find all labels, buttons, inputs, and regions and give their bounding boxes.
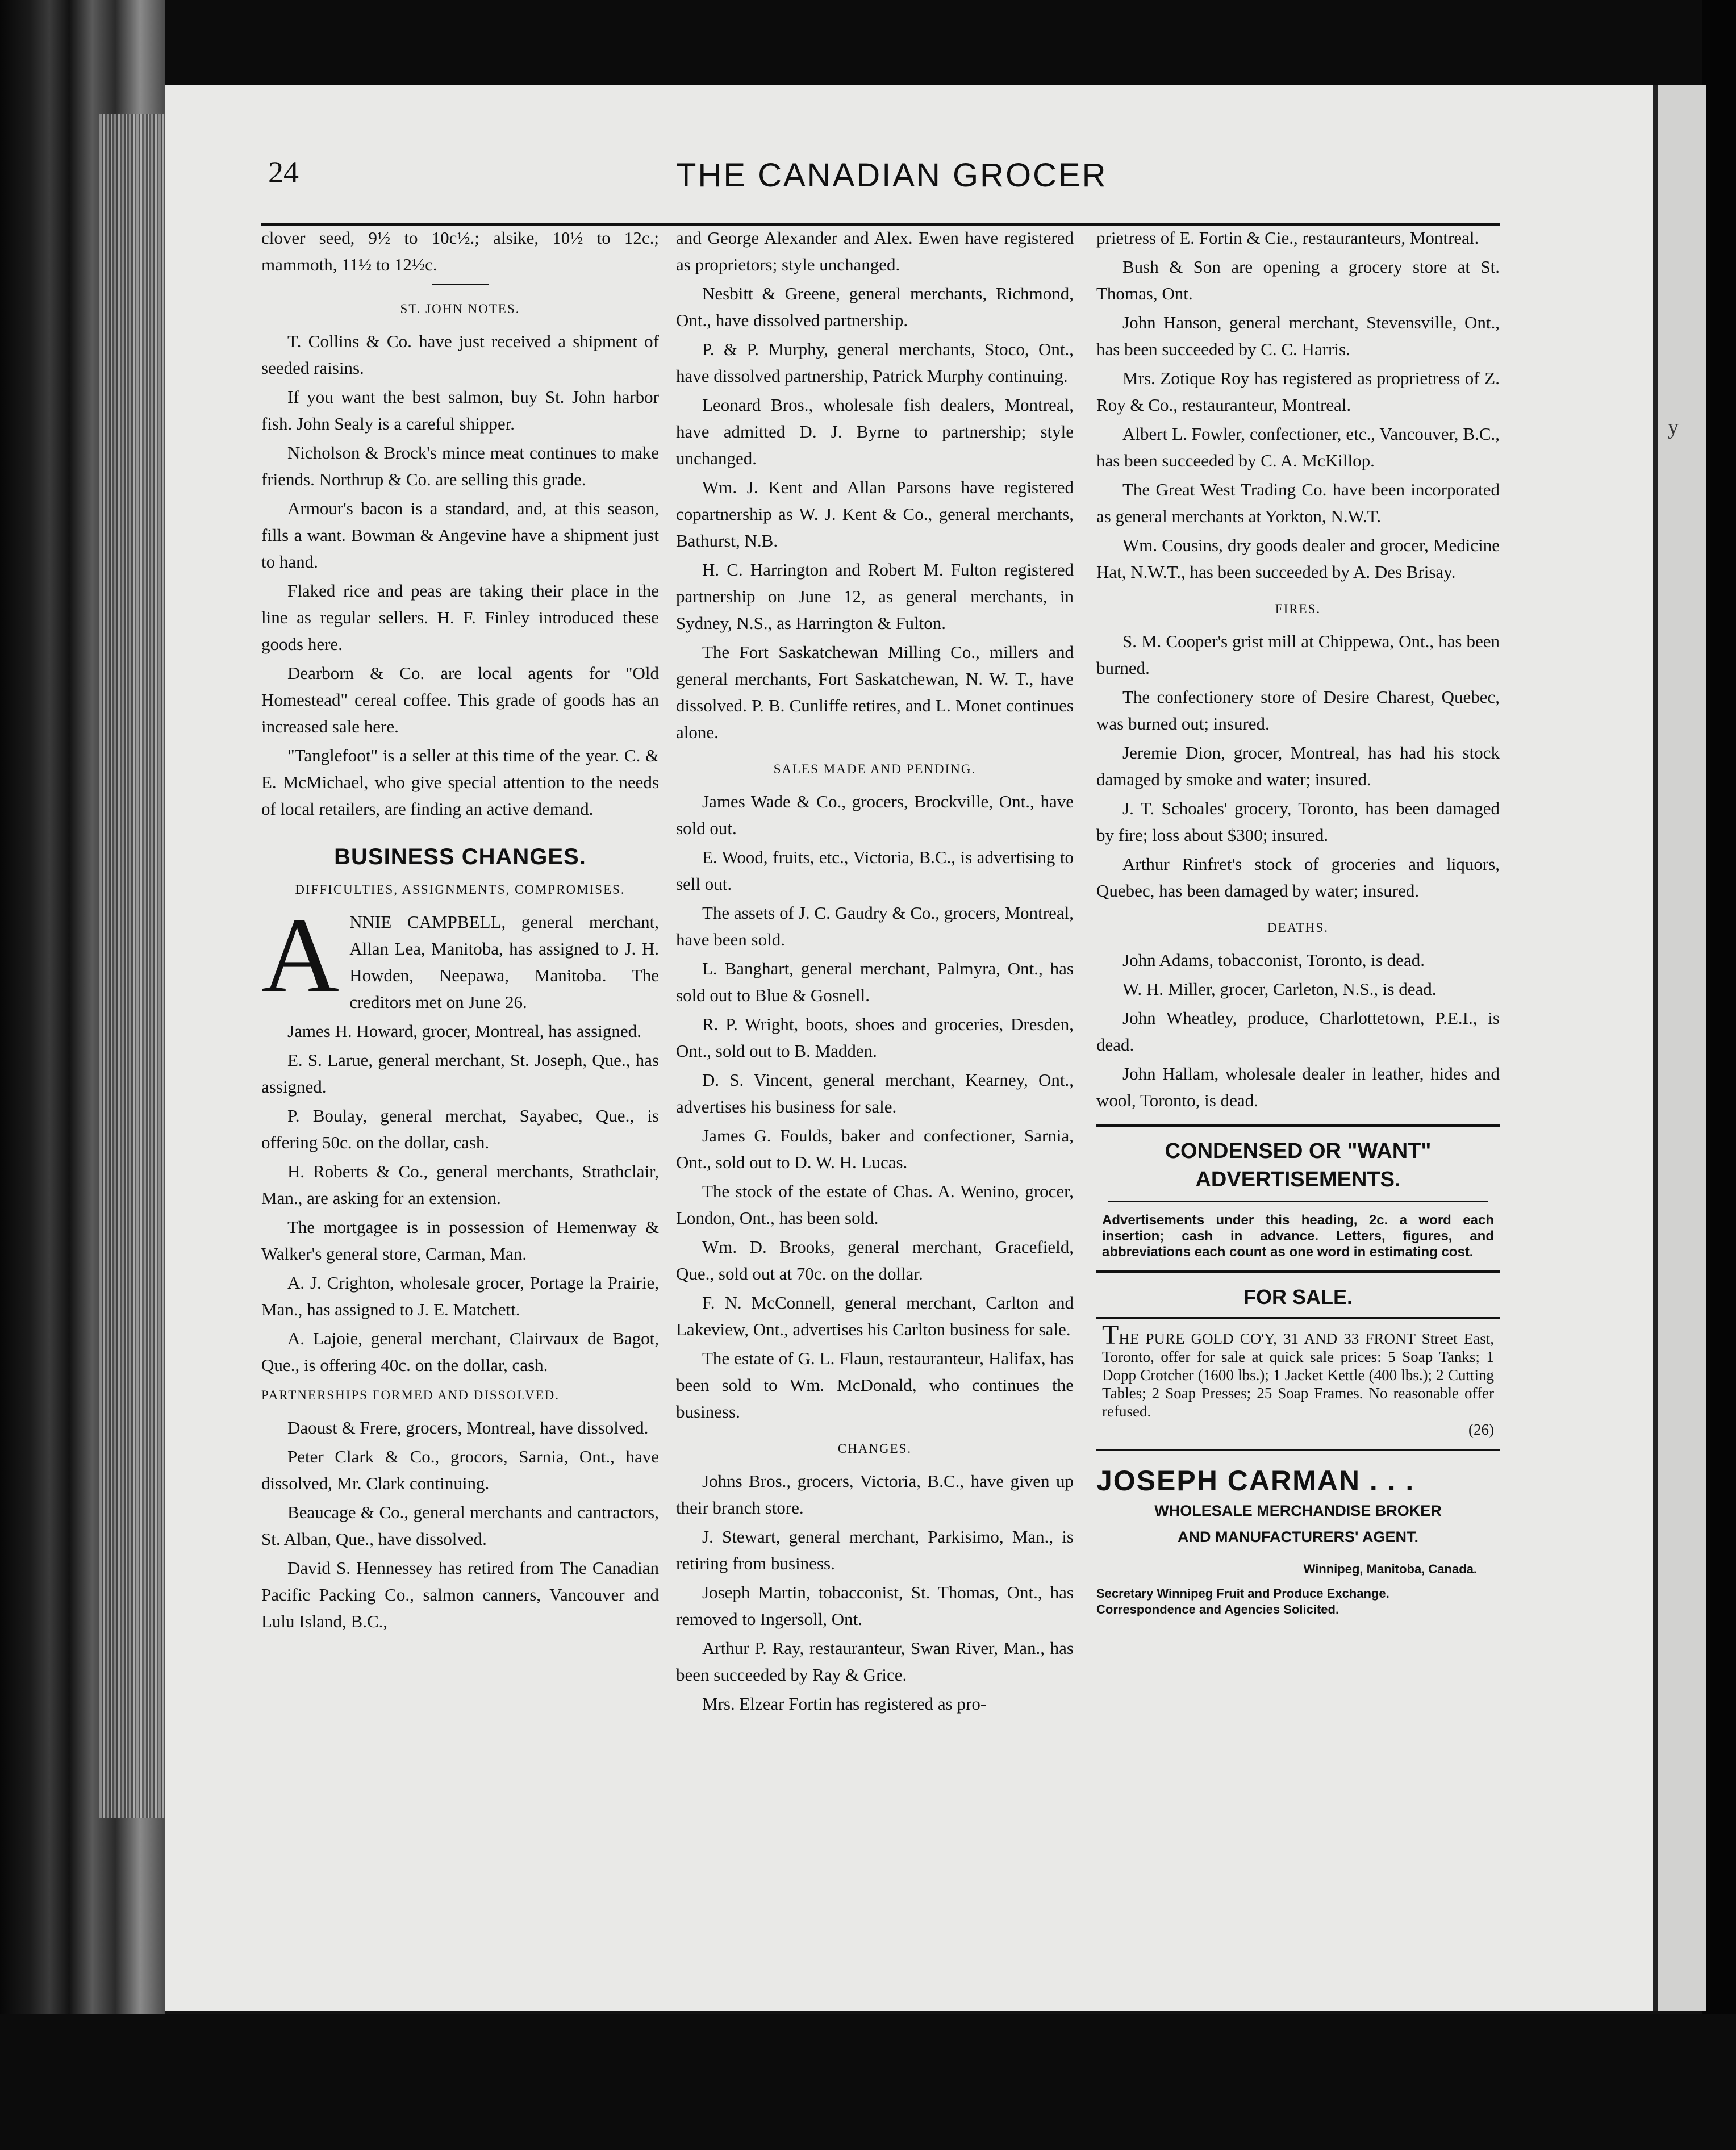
paragraph: Wm. J. Kent and Allan Parsons have registered copartnership as W. J. Kent & Co., general merchants, Bathurst, N.B. <box>676 477 1074 551</box>
paragraph: NNIE CAMPBELL, general merchant, Allan Lea, Manitoba, has assigned to J. H. Howden, Neepawa, Manitoba. The creditors met on June 26. <box>349 912 659 1012</box>
section-subheading: DIFFICULTIES, ASSIGNMENTS, COMPROMISES. <box>295 882 625 897</box>
paragraph: "Tanglefoot" is a seller at this time of the year. C. & E. McMichael, who give special attention to the needs of local retailers, are finding an active demand. <box>261 745 659 819</box>
paragraph: W. H. Miller, grocer, Carleton, N.S., is dead. <box>1122 979 1437 999</box>
paragraph: John Wheatley, produce, Charlottetown, P.E.I., is dead. <box>1096 1008 1500 1055</box>
want-ads-heading-2: ADVERTISEMENTS. <box>1195 1168 1401 1191</box>
paragraph: and George Alexander and Alex. Ewen have registered as proprietors; style unchanged. <box>676 228 1074 274</box>
scan-bottom-border <box>0 2014 1736 2150</box>
section-subheading: FIRES. <box>1275 602 1321 616</box>
paragraph: Joseph Martin, tobacconist, St. Thomas, Ont., has removed to Ingersoll, Ont. <box>676 1582 1074 1629</box>
drop-cap: A <box>261 896 340 1015</box>
facing-page-edge <box>1653 85 1706 2011</box>
paragraph: James H. Howard, grocer, Montreal, has assigned. <box>287 1021 641 1041</box>
paragraph: D. S. Vincent, general merchant, Kearney, Ont., advertises his business for sale. <box>676 1070 1074 1116</box>
ad-divider <box>1096 1124 1500 1127</box>
paragraph: Albert L. Fowler, confectioner, etc., Vancouver, B.C., has been succeeded by C. A. McKillop. <box>1096 424 1500 470</box>
section-subheading: CHANGES. <box>837 1441 912 1456</box>
paragraph: A. Lajoie, general merchant, Clairvaux de Bagot, Que., is offering 40c. on the dollar, cash. <box>261 1328 659 1375</box>
paragraph: John Hanson, general merchant, Stevensville, Ont., has been succeeded by C. C. Harris. <box>1096 312 1500 359</box>
ad-divider <box>1096 1317 1500 1319</box>
paragraph: R. P. Wright, boots, shoes and groceries, Dresden, Ont., sold out to B. Madden. <box>676 1014 1074 1061</box>
ad-divider <box>1096 1270 1500 1273</box>
paragraph: J. Stewart, general merchant, Parkisimo, Man., is retiring from business. <box>676 1527 1074 1573</box>
paragraph: Mrs. Elzear Fortin has registered as pro- <box>702 1694 987 1714</box>
carman-ad-footer: Correspondence and Agencies Solicited. <box>1096 1602 1339 1616</box>
paragraph: Peter Clark & Co., grocors, Sarnia, Ont., have dissolved, Mr. Clark continuing. <box>261 1447 659 1493</box>
paragraph: David S. Hennessey has retired from The Canadian Pacific Packing Co., salmon canners, Vancouver and Lulu Island, B.C., <box>261 1558 659 1631</box>
paragraph: Flaked rice and peas are taking their place in the line as regular sellers. H. F. Finley introduced these goods here. <box>261 581 659 654</box>
paragraph: Nicholson & Brock's mince meat continues to make friends. Northrup & Co. are selling this grade. <box>261 443 659 489</box>
paragraph: F. N. McConnell, general merchant, Carlton and Lakeview, Ont., advertises his Carlton business for sale. <box>676 1293 1074 1339</box>
paragraph: S. M. Cooper's grist mill at Chippewa, Ont., has been burned. <box>1096 631 1500 678</box>
margin-mark: y <box>1668 415 1679 439</box>
paragraph: H. Roberts & Co., general merchants, Strathclair, Man., are asking for an extension. <box>261 1161 659 1208</box>
paragraph: Armour's bacon is a standard, and, at this season, fills a want. Bowman & Angevine have a shipment just to hand. <box>261 498 659 572</box>
paragraph: James G. Foulds, baker and confectioner, Sarnia, Ont., sold out to D. W. H. Lucas. <box>676 1126 1074 1172</box>
paragraph: The Great West Trading Co. have been incorporated as general merchants at Yorkton, N.W.T. <box>1096 480 1500 526</box>
want-ads-heading: CONDENSED OR "WANT" <box>1165 1139 1432 1163</box>
column-2 <box>676 224 1074 1719</box>
paragraph: T. Collins & Co. have just received a shipment of seeded raisins. <box>261 331 659 378</box>
paragraph: Beaucage & Co., general merchants and cantractors, St. Alban, Que., have dissolved. <box>261 1502 659 1549</box>
ad-text: HE PURE GOLD CO'Y, 31 AND 33 FRONT Street East, Toronto, offer for sale at quick sale prices: 5 Soap Tanks; 1 Dopp Crotcher (1600 lbs.); 1 Jacket Kettle (400 lbs.); 2 Cutting Tables; 2 Soap Presses; 25 Soap Frames. No reasonable offer refused. <box>1102 1330 1494 1420</box>
section-subheading: PARTNERSHIPS FORMED AND DISSOLVED. <box>261 1388 560 1402</box>
paragraph: Mrs. Zotique Roy has registered as proprietress of Z. Roy & Co., restauranteur, Montreal. <box>1096 368 1500 415</box>
page-title: THE CANADIAN GROCER <box>676 157 1108 194</box>
paragraph: A. J. Crighton, wholesale grocer, Portage la Prairie, Man., has assigned to J. E. Matchett. <box>261 1273 659 1319</box>
for-sale-heading: FOR SALE. <box>1243 1285 1353 1309</box>
paragraph: John Hallam, wholesale dealer in leather, hides and wool, Toronto, is dead. <box>1096 1064 1500 1110</box>
carman-ad-line: WHOLESALE MERCHANDISE BROKER <box>1154 1502 1442 1519</box>
page-number: 24 <box>268 155 299 189</box>
paragraph: Dearborn & Co. are local agents for "Old Homestead" cereal coffee. This grade of goods has an increased sale here. <box>261 663 659 736</box>
paragraph: E. Wood, fruits, etc., Victoria, B.C., is advertising to sell out. <box>676 847 1074 894</box>
ad-divider <box>1096 1449 1500 1451</box>
column-1 <box>261 224 659 1637</box>
carman-ad-name: JOSEPH CARMAN . . . <box>1096 1465 1415 1497</box>
paragraph: clover seed, 9½ to 10c½.; alsike, 10½ to 12c.; mammoth, 11½ to 12½c. <box>261 228 659 274</box>
section-subheading: SALES MADE AND PENDING. <box>773 762 976 776</box>
paragraph: Nesbitt & Greene, general merchants, Richmond, Ont., have dissolved partnership. <box>676 284 1074 330</box>
for-sale-ad <box>1102 1320 1494 1439</box>
section-subheading: ST. JOHN NOTES. <box>400 302 520 316</box>
paragraph: H. C. Harrington and Robert M. Fulton registered partnership on June 12, as general merchants, in Sydney, N.S., as Harrington & Fulton. <box>676 560 1074 633</box>
paragraph: E. S. Larue, general merchant, St. Joseph, Que., has assigned. <box>261 1050 659 1097</box>
section-heading: BUSINESS CHANGES. <box>334 844 586 869</box>
ad-number: (26) <box>1468 1421 1494 1438</box>
paragraph: P. & P. Murphy, general merchants, Stoco, Ont., have dissolved partnership, Patrick Murphy continuing. <box>676 339 1074 386</box>
paragraph: Johns Bros., grocers, Victoria, B.C., have given up their branch store. <box>676 1471 1074 1518</box>
paragraph: James Wade & Co., grocers, Brockville, Ont., have sold out. <box>676 791 1074 838</box>
section-subheading: DEATHS. <box>1267 920 1329 935</box>
paragraph: Jeremie Dion, grocer, Montreal, has had his stock damaged by smoke and water; insured. <box>1096 743 1500 789</box>
paragraph: If you want the best salmon, buy St. John harbor fish. John Sealy is a careful shipper. <box>261 387 659 434</box>
want-ads-rates: Advertisements under this heading, 2c. a word each insertion; cash in advance. Letters, figures, and abbreviations each count as one word in estimating cost. <box>1102 1212 1494 1260</box>
paragraph: The mortgagee is in possession of Hemenway & Walker's general store, Carman, Man. <box>261 1217 659 1264</box>
column-3 <box>1096 224 1500 1618</box>
paragraph: L. Banghart, general merchant, Palmyra, Ont., has sold out to Blue & Gosnell. <box>676 959 1074 1005</box>
drop-cap-paragraph <box>261 896 659 1015</box>
paragraph: The confectionery store of Desire Charest, Quebec, was burned out; insured. <box>1096 687 1500 734</box>
carman-ad-location: Winnipeg, Manitoba, Canada. <box>1303 1562 1477 1576</box>
ad-initial: T <box>1102 1320 1119 1350</box>
paragraph: Bush & Son are opening a grocery store at St. Thomas, Ont. <box>1096 257 1500 303</box>
paragraph: Daoust & Frere, grocers, Montreal, have dissolved. <box>287 1418 649 1438</box>
page-stack-edge <box>99 114 168 1818</box>
paragraph: Leonard Bros., wholesale fish dealers, Montreal, have admitted D. J. Byrne to partnership; style unchanged. <box>676 395 1074 468</box>
ad-divider <box>1108 1201 1488 1202</box>
carman-ad-line: AND MANUFACTURERS' AGENT. <box>1178 1528 1418 1545</box>
carman-ad-footer: Secretary Winnipeg Fruit and Produce Exchange. <box>1096 1586 1389 1601</box>
paragraph: J. T. Schoales' grocery, Toronto, has been damaged by fire; loss about $300; insured. <box>1096 798 1500 845</box>
paragraph: John Adams, tobacconist, Toronto, is dead. <box>1122 950 1425 970</box>
paragraph: Arthur P. Ray, restauranteur, Swan River, Man., has been succeeded by Ray & Grice. <box>676 1638 1074 1685</box>
scan-right-border <box>1702 0 1736 2150</box>
paragraph: Wm. Cousins, dry goods dealer and grocer, Medicine Hat, N.W.T., has been succeeded by A. Des Brisay. <box>1096 535 1500 582</box>
paragraph: Wm. D. Brooks, general merchant, Gracefield, Que., sold out at 70c. on the dollar. <box>676 1237 1074 1284</box>
divider <box>432 284 489 285</box>
scan-top-border <box>0 0 1736 85</box>
paragraph: The assets of J. C. Gaudry & Co., grocers, Montreal, have been sold. <box>676 903 1074 949</box>
paragraph: Arthur Rinfret's stock of groceries and liquors, Quebec, has been damaged by water; insured. <box>1096 854 1500 901</box>
paragraph: P. Boulay, general merchat, Sayabec, Que., is offering 50c. on the dollar, cash. <box>261 1106 659 1152</box>
paragraph: The stock of the estate of Chas. A. Wenino, grocer, London, Ont., has been sold. <box>676 1181 1074 1228</box>
paragraph: The estate of G. L. Flaun, restauranteur, Halifax, has been sold to Wm. McDonald, who continues the business. <box>676 1348 1074 1422</box>
paragraph: prietress of E. Fortin & Cie., restauranteurs, Montreal. <box>1096 228 1479 248</box>
paragraph: The Fort Saskatchewan Milling Co., millers and general merchants, Fort Saskatchewan, N. W. T., have dissolved. P. B. Cunliffe retires, and L. Monet continues alone. <box>676 642 1074 742</box>
